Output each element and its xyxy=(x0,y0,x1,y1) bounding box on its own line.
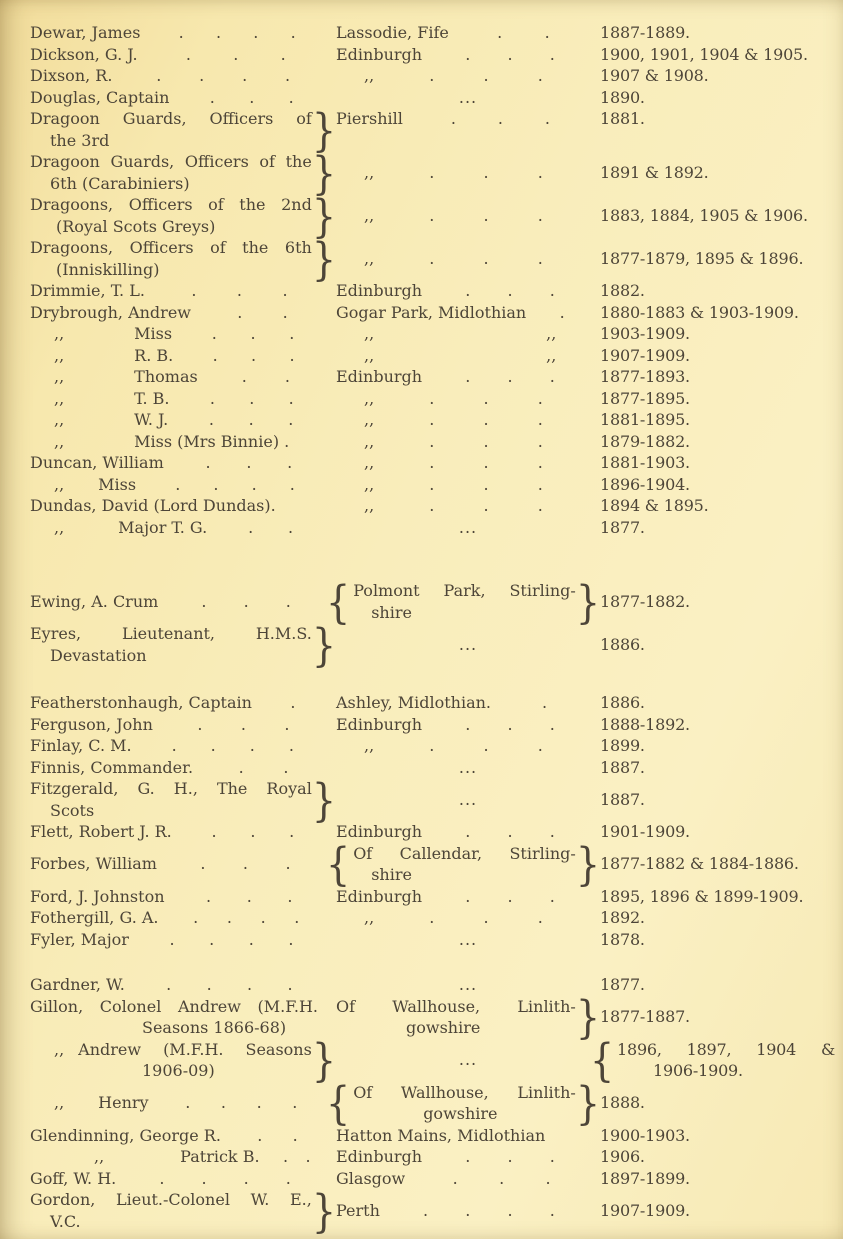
member-name: ,, Patrick B. . . xyxy=(30,1146,336,1168)
member-years: 1881-1903. xyxy=(600,453,690,472)
member-years: 1899. xyxy=(600,736,645,755)
brace: } xyxy=(575,575,600,628)
member-name: ,, Miss . . . . xyxy=(30,474,336,496)
dot-leader: . . . xyxy=(452,1168,551,1188)
member-name: Ewing, A. Crum . . . xyxy=(30,591,336,613)
register-row xyxy=(30,366,835,388)
member-name: Finlay, C. M. . . . . xyxy=(30,735,336,757)
dot-leader: . . xyxy=(241,367,290,386)
member-years: 1907-1909. xyxy=(600,1200,690,1220)
register-row xyxy=(30,388,835,410)
member-name: Dickson, G. J. . . . xyxy=(30,44,336,66)
member-years: 1887. xyxy=(600,789,645,809)
ellipsis-mark: ... xyxy=(458,757,478,777)
dot-leader: . . . xyxy=(465,367,555,386)
ditto-mark: ,, xyxy=(364,474,375,494)
dot-leader: . . . xyxy=(208,410,294,429)
member-place xyxy=(336,345,600,367)
member-place xyxy=(336,757,600,779)
member-place: Edinburgh . . . xyxy=(336,366,600,388)
dot-leader: . . . xyxy=(212,345,295,365)
register-row xyxy=(30,452,835,474)
member-name: Ferguson, John . . . xyxy=(30,714,336,736)
member-years: 1881-1895. xyxy=(600,410,690,429)
dot-leader: . . . xyxy=(465,886,555,906)
dot-leader: . . xyxy=(237,302,288,322)
member-name: ,, W. J. . . . xyxy=(30,409,336,431)
register-row xyxy=(30,495,835,517)
member-name: Dragoons, Officers of the 2nd (Royal Scots Greys) } xyxy=(30,189,336,242)
dot-leader: . . . xyxy=(209,388,294,408)
member-place xyxy=(336,1049,600,1071)
member-years: 1896-1904. xyxy=(600,474,690,494)
brace: { xyxy=(326,575,351,628)
member-place xyxy=(336,87,600,109)
dot-leader: . . . xyxy=(429,248,543,268)
ditto-mark: ,, xyxy=(364,345,375,365)
dot-leader: . . . . xyxy=(169,929,294,949)
register-row xyxy=(30,232,835,285)
member-name: Dixson, R. . . . . xyxy=(30,65,336,87)
brace: } xyxy=(311,1034,336,1086)
member-place xyxy=(336,907,600,929)
ditto-mark: ,, xyxy=(54,345,65,365)
member-place: Edinburgh . . . xyxy=(336,886,600,908)
ellipsis-mark: ... xyxy=(458,87,478,107)
member-years: 1890. xyxy=(600,87,645,107)
member-place: Lassodie, Fife . . xyxy=(336,22,600,44)
register-row xyxy=(30,714,835,736)
dot-leader: . . . xyxy=(429,410,543,429)
dot-leader: . . . xyxy=(429,453,543,472)
member-place xyxy=(336,974,600,996)
member-years: 1887. xyxy=(600,757,645,777)
register-row xyxy=(30,87,835,109)
ellipsis-mark: ... xyxy=(458,634,478,654)
ditto-mark: ,, xyxy=(364,410,375,429)
dot-leader: . . . xyxy=(429,908,543,927)
member-name: ,, Thomas . . xyxy=(30,366,336,388)
member-years: 1903-1909. xyxy=(600,324,690,343)
register-row xyxy=(30,1146,835,1168)
member-years: 1877-1882. xyxy=(600,591,690,611)
dot-leader: . . xyxy=(257,1125,298,1145)
member-place xyxy=(336,495,600,517)
member-name: Drybrough, Andrew . . xyxy=(30,302,336,324)
register-row xyxy=(30,323,835,345)
member-place xyxy=(336,474,600,496)
register-row xyxy=(30,838,835,890)
member-name: Dragoons, Officers of the 6th (Inniskilling) } xyxy=(30,232,336,285)
dot-leader: . . . xyxy=(197,714,290,734)
register-row xyxy=(30,431,835,453)
member-years: 1892. xyxy=(600,908,645,927)
member-name: Ford, J. Johnston . . . xyxy=(30,886,336,908)
member-years: 1907-1909. xyxy=(600,345,690,365)
member-name: Dragoon Guards, Officers of the 6th (Carabiniers) } xyxy=(30,146,336,199)
dot-leader: . . . . xyxy=(156,66,291,85)
dot-leader: . . . xyxy=(191,281,288,300)
ditto-mark: ,, xyxy=(54,474,65,494)
ellipsis-mark: ... xyxy=(458,975,478,994)
dot-leader: . . . xyxy=(429,162,543,182)
dot-leader: . . . xyxy=(209,87,294,107)
brace: } xyxy=(311,189,336,242)
dot-leader: . . . xyxy=(429,736,543,755)
dot-leader: . . . xyxy=(200,854,291,874)
member-name: Gordon, Lieut.-Colonel W. E., V.C. } xyxy=(30,1184,336,1237)
dot-leader: . . . xyxy=(465,714,555,734)
member-place xyxy=(336,634,600,656)
dot-leader: . . . xyxy=(465,822,555,841)
member-name: Eyres, Lieutenant, H.M.S. Devastation } xyxy=(30,618,336,671)
member-years: 1883, 1884, 1905 & 1906. xyxy=(600,205,808,225)
member-name: ,, Miss . . . xyxy=(30,323,336,345)
register-row xyxy=(30,974,835,996)
ditto-mark: ,, xyxy=(54,388,65,408)
member-place xyxy=(336,248,600,270)
dot-leader: . . . xyxy=(205,453,293,472)
member-place: Edinburgh . . . xyxy=(336,821,600,843)
member-name: Finnis, Commander. . . xyxy=(30,757,336,779)
brace: } xyxy=(575,1077,600,1129)
ditto-mark: ,, xyxy=(364,431,375,451)
brace: } xyxy=(311,773,336,826)
dot-leader: . . . . xyxy=(159,1168,291,1188)
member-place xyxy=(336,789,600,811)
register-row xyxy=(30,189,835,242)
register-row xyxy=(30,929,835,951)
member-name: Fitzgerald, G. H., The Royal Scots } xyxy=(30,773,336,826)
register-row xyxy=(30,1168,835,1190)
register-row xyxy=(30,474,835,496)
dot-leader: . xyxy=(290,693,296,712)
dot-leader: . . xyxy=(282,1147,311,1166)
dot-leader: . . . . xyxy=(175,474,295,494)
ditto-mark: ,, xyxy=(364,388,375,408)
brace: } xyxy=(575,991,600,1043)
ditto-mark: ,, xyxy=(364,66,375,85)
member-years: { 1896, 1897, 1904 & 1906-1909. xyxy=(590,1034,835,1086)
member-name: Gillon, Colonel Andrew (M.F.H. Seasons 1866-68) xyxy=(30,996,318,1037)
dot-leader: . . . xyxy=(429,496,543,515)
member-name: Flett, Robert J. R. . . . xyxy=(30,821,336,843)
dot-leader: . . . xyxy=(429,205,543,225)
dot-leader: . . xyxy=(497,23,550,42)
register-row xyxy=(30,735,835,757)
member-place: Glasgow . . . xyxy=(336,1168,600,1190)
member-name: Glendinning, George R. . . xyxy=(30,1125,336,1147)
register-row xyxy=(30,280,835,302)
dot-leader: . . . xyxy=(429,388,543,408)
member-place: Edinburgh . . . xyxy=(336,44,600,66)
member-place xyxy=(336,409,600,431)
member-place: Of Wallhouse, Linlith- gowshire } xyxy=(336,991,600,1043)
ditto-mark: ,, xyxy=(364,736,375,755)
member-years: 1882. xyxy=(600,281,645,300)
member-years: 1888-1892. xyxy=(600,714,690,734)
section-gap xyxy=(30,950,835,974)
dot-leader: . . . . xyxy=(166,975,293,994)
dot-leader: . . . xyxy=(429,431,543,451)
member-place xyxy=(336,517,600,539)
dot-leader: . . . xyxy=(429,66,543,85)
member-name: Dewar, James . . . . xyxy=(30,22,336,44)
member-years: 1897-1899. xyxy=(600,1168,690,1188)
ditto-mark: ,, xyxy=(546,345,557,365)
member-place: Edinburgh . . . xyxy=(336,1146,600,1168)
brace: { xyxy=(326,838,351,890)
register-row xyxy=(30,44,835,66)
member-place: Gogar Park, Midlothian . xyxy=(336,302,600,324)
member-place: Perth . . . . xyxy=(336,1200,600,1222)
dot-leader: . . . . xyxy=(185,1093,298,1113)
member-years: 1894 & 1895. xyxy=(600,496,709,515)
member-name: Forbes, William . . . xyxy=(30,853,336,875)
brace: { xyxy=(326,1077,351,1129)
register-row xyxy=(30,65,835,87)
member-years: 1901-1909. xyxy=(600,822,690,841)
register-row xyxy=(30,1125,835,1147)
brace: } xyxy=(311,618,336,671)
member-years: 1879-1882. xyxy=(600,431,690,451)
ditto-mark: ,, xyxy=(364,908,375,927)
dot-leader: . . . xyxy=(206,886,293,906)
member-place xyxy=(336,388,600,410)
ditto-mark: ,, xyxy=(54,1039,65,1059)
ditto-mark: ,, xyxy=(54,431,65,451)
register-row xyxy=(30,517,835,539)
dot-leader: . . . xyxy=(211,324,295,343)
dot-leader: . . . xyxy=(465,1147,555,1166)
member-years: 1880-1883 & 1903-1909. xyxy=(600,302,799,322)
member-years: 1877-1893. xyxy=(600,367,690,386)
dot-leader: . . . xyxy=(450,109,551,128)
member-years: 1907 & 1908. xyxy=(600,66,709,85)
ellipsis-mark: ... xyxy=(458,1050,478,1070)
brace: } xyxy=(311,103,336,156)
member-name: ,, Henry . . . . xyxy=(30,1092,336,1114)
dot-leader: . . . . xyxy=(178,23,296,42)
member-years: 1906. xyxy=(600,1147,645,1166)
ditto-mark: ,, xyxy=(54,517,65,537)
member-place xyxy=(336,65,600,87)
register-row xyxy=(30,1034,835,1086)
member-years: 1900, 1901, 1904 & 1905. xyxy=(600,44,808,64)
member-name: Featherstonhaugh, Captain . xyxy=(30,692,336,714)
member-years: 1895, 1896 & 1899-1909. xyxy=(600,886,804,906)
member-place: Edinburgh . . . xyxy=(336,714,600,736)
register-row xyxy=(30,886,835,908)
dot-leader: . . . xyxy=(211,822,295,841)
member-name: Fyler, Major . . . . xyxy=(30,929,336,951)
member-place xyxy=(336,205,600,227)
member-place: { Polmont Park, Stirling- shire } xyxy=(326,575,600,628)
ditto-mark: ,, xyxy=(546,324,557,343)
member-years: 1877-1895. xyxy=(600,388,690,408)
register-row xyxy=(30,103,835,156)
register-row xyxy=(30,146,835,199)
ditto-mark: ,, xyxy=(364,205,375,225)
member-name: ,, Miss (Mrs Binnie) . xyxy=(54,431,290,451)
register-row xyxy=(30,618,835,671)
member-name: Drimmie, T. L. . . . xyxy=(30,280,336,302)
section-gap xyxy=(30,666,835,692)
member-name: ,, Major T. G. . . xyxy=(30,517,336,539)
register-row xyxy=(30,302,835,324)
dot-leader: . . xyxy=(248,517,294,537)
register-row xyxy=(30,991,835,1043)
register-row xyxy=(30,575,835,628)
ditto-mark: ,, xyxy=(364,496,375,515)
member-years: 1887-1889. xyxy=(600,23,690,42)
section-gap xyxy=(30,538,835,580)
register-row xyxy=(30,821,835,843)
member-place xyxy=(336,162,600,184)
ditto-mark: ,, xyxy=(364,324,375,343)
member-name: Fothergill, G. A. . . . . xyxy=(30,907,336,929)
member-name: ,, Andrew (M.F.H. Seasons 1906-09) } xyxy=(54,1034,336,1086)
ditto-mark: ,, xyxy=(54,410,65,429)
dot-leader: . xyxy=(541,693,548,712)
member-place: { Of Wallhouse, Linlith- gowshire } xyxy=(326,1077,600,1129)
ditto-mark: ,, xyxy=(94,1147,105,1166)
ditto-mark: ,, xyxy=(364,248,375,268)
member-place: { Of Callendar, Stirling- shire } xyxy=(326,838,600,890)
register-row xyxy=(30,1077,835,1129)
ditto-mark: ,, xyxy=(54,324,65,343)
brace: } xyxy=(311,232,336,285)
dot-leader: . . . xyxy=(465,44,555,64)
member-place xyxy=(336,452,600,474)
member-years: 1881. xyxy=(600,109,645,128)
member-name: Dundas, David (Lord Dundas). xyxy=(30,496,276,515)
member-place: Ashley, Midlothian. . xyxy=(336,692,600,714)
member-place xyxy=(336,431,600,453)
ditto-mark: ,, xyxy=(364,453,375,472)
ellipsis-mark: ... xyxy=(458,929,478,949)
register-row xyxy=(30,1184,835,1237)
member-place: Hatton Mains, Midlothian xyxy=(336,1125,546,1145)
brace: } xyxy=(575,838,600,890)
register-row xyxy=(30,692,835,714)
dot-leader: . . . . xyxy=(423,1200,555,1220)
member-years: 1877-1879, 1895 & 1896. xyxy=(600,248,804,268)
register-row xyxy=(30,409,835,431)
member-name: ,, T. B. . . . xyxy=(30,388,336,410)
brace: } xyxy=(311,146,336,199)
member-years: 1891 & 1892. xyxy=(600,162,709,182)
member-years: 1900-1903. xyxy=(600,1125,690,1145)
member-name: Duncan, William . . . xyxy=(30,452,336,474)
member-place xyxy=(336,323,600,345)
ditto-mark: ,, xyxy=(54,1093,65,1113)
member-years: 1877. xyxy=(600,975,645,994)
ditto-mark: ,, xyxy=(364,162,375,182)
member-name: Douglas, Captain . . . xyxy=(30,87,336,109)
member-years: 1886. xyxy=(600,634,645,654)
member-name: Dragoon Guards, Officers of the 3rd } xyxy=(30,103,336,156)
brace: } xyxy=(311,1184,336,1237)
dot-leader: . . . xyxy=(429,474,543,494)
member-years: 1877-1882 & 1884-1886. xyxy=(600,854,799,874)
register-row xyxy=(30,907,835,929)
register-row xyxy=(30,773,835,826)
ellipsis-mark: ... xyxy=(458,517,478,537)
dot-leader: . . . xyxy=(465,281,555,300)
dot-leader: . . . xyxy=(185,44,286,64)
member-years: 1888. xyxy=(600,1093,645,1113)
member-years: 1878. xyxy=(600,929,645,949)
register-row xyxy=(30,757,835,779)
dot-leader: . . . . xyxy=(193,908,300,927)
brace: { xyxy=(590,1034,614,1086)
member-years: 1877-1887. xyxy=(600,1007,690,1027)
member-years: 1886. xyxy=(600,693,645,712)
ellipsis-mark: ... xyxy=(458,789,478,809)
dot-leader: . . xyxy=(238,757,289,777)
register-row xyxy=(30,22,835,44)
member-name: ,, R. B. . . . xyxy=(30,345,336,367)
member-years: 1877. xyxy=(600,517,645,537)
member-name: Gardner, W. . . . . xyxy=(30,974,336,996)
member-place: Piershill . . . xyxy=(336,108,600,130)
member-place: Edinburgh . . . xyxy=(336,280,600,302)
dot-leader: . xyxy=(559,302,565,322)
register-row xyxy=(30,345,835,367)
dot-leader: . . . . xyxy=(171,736,294,755)
member-place xyxy=(336,929,600,951)
ditto-mark: ,, xyxy=(54,367,65,386)
dot-leader: . . . xyxy=(201,591,291,611)
member-place xyxy=(336,735,600,757)
member-name: Goff, W. H. . . . . xyxy=(30,1168,336,1190)
